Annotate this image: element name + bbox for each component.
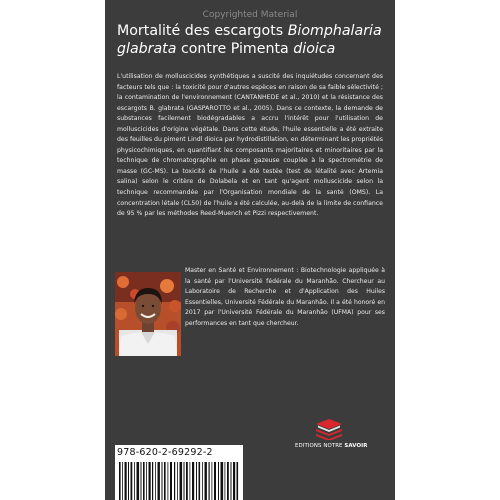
title-species-line1: Biomphalaria	[287, 23, 382, 39]
publisher-logo	[295, 418, 368, 449]
watermark: Copyrighted Material	[202, 10, 298, 20]
title-species-line2: glabrata	[117, 41, 177, 57]
title-part1: Mortalité des escargots	[117, 23, 288, 39]
publisher-name-bold: SAVOIR	[344, 443, 368, 449]
isbn-barcode	[115, 445, 243, 500]
book-title	[117, 22, 387, 58]
author-photo	[115, 272, 181, 356]
book-back-cover	[105, 0, 395, 500]
book-stack-icon	[314, 418, 344, 440]
publisher-name-prefix: EDITIONS NOTRE	[295, 443, 345, 449]
abstract-text: L'utilisation de molluscicides synthétiques a suscité des inquiétudes concernant des facteurs tels que : la toxicité pour d'autres espèces en raison de sa faible sélectivité ; la contamination de l'environnement (CANTANHEDE et al., 2010) et la résistance des escargots B. glabrata (GASPAROTTO et al., 2005). Dans ce contexte, la demande de substances facilement biodégradables a accru l'intérêt pour l'utilisation de molluscicides d'origine végétale. Dans cette étude, l'huile essentielle a été extraite des feuilles du piment Lindl dioica par hydrodistillation, en déterminant les propriétés physicochimiques, en quantifiant les composants majoritaires et minoritaires par la technique de chromatographie en phase gazeuse couplée à la spectrométrie de masse (GC-MS). La toxicité de l'huile a été testée (test de létalité avec Artemia salina) selon le critère de Dolabela et en tant qu'agent molluscicide selon la technique recommandée par l'Organisation mondiale de la santé (OMS). La concentration létale (CL50) de l'huile a été calculée, au-delà de la limite de confiance de 95 % par les méthodes Reed-Muench et Pizzi respectivement.	[117, 73, 383, 218]
publisher-name	[295, 443, 368, 449]
title-plant: dioica	[293, 41, 336, 57]
barcode-bars	[119, 462, 239, 500]
author-bio: Master en Santé et Environnement : Biotechnologie appliquée à la santé par l'Université fédérale du Maranhão. Chercheur au Laboratoire de Recherche et d'Application des Huiles Essentielles, Université Fédérale du Maranhão. Il a été honoré en 2017 par l'Université Fédérale du Maranhão (UFMA) pour ses performances en tant que chercheur.	[185, 267, 385, 327]
isbn-number: 978-620-2-69292-2	[117, 447, 213, 458]
title-part2: contre Pimenta	[176, 41, 294, 57]
author-photo-illustration	[115, 272, 181, 356]
